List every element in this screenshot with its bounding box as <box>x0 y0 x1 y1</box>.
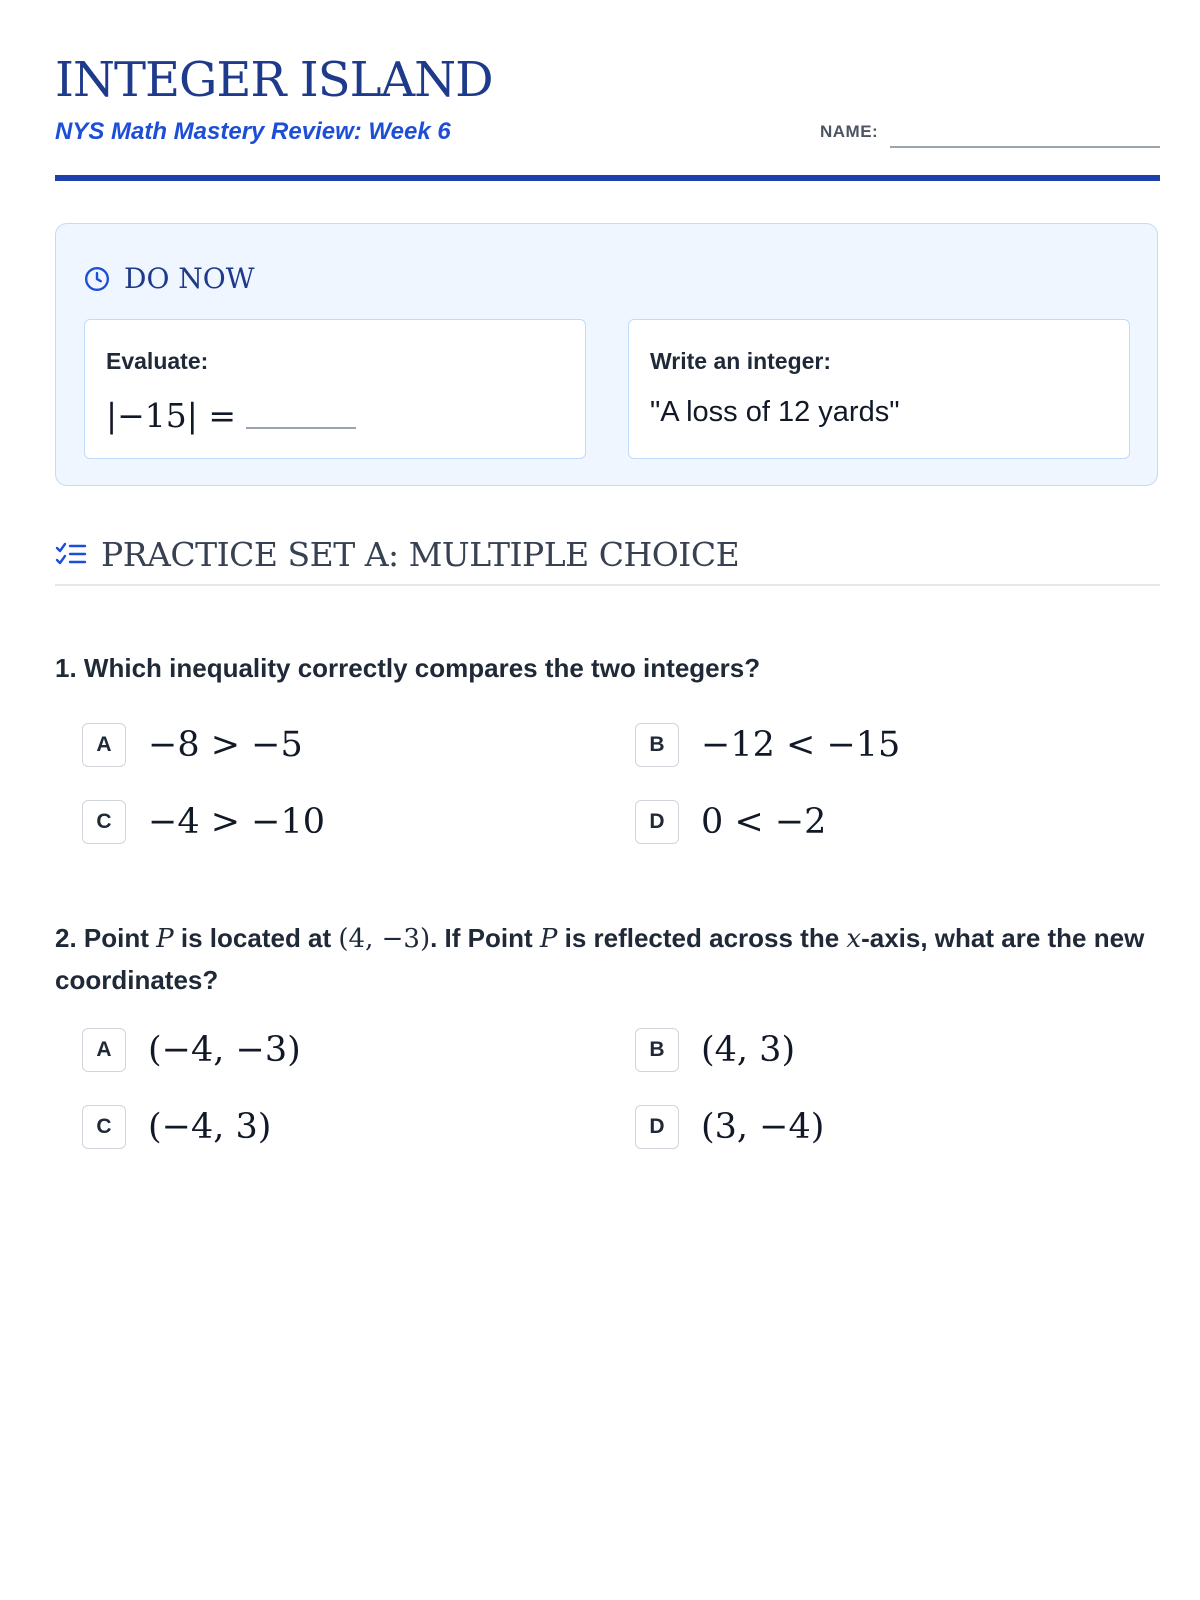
clock-icon <box>84 266 110 292</box>
choice-1a[interactable] <box>82 723 303 767</box>
page-subtitle: NYS Math Mastery Review: Week 6 <box>55 118 451 145</box>
math-variable: P <box>539 924 558 954</box>
name-label: NAME: <box>820 122 879 141</box>
absolute-value-expression <box>106 396 356 435</box>
choice-letter[interactable]: C <box>82 1105 126 1149</box>
page-title: INTEGER ISLAND <box>55 52 493 108</box>
question-text-part: Point <box>83 923 149 953</box>
do-now-title: DO NOW <box>124 262 255 295</box>
math-variable: P <box>156 924 174 954</box>
question-text-part: is located at <box>180 923 332 953</box>
question-text-part: -axis, what are the new coordinates? <box>55 923 1145 995</box>
card-label: Evaluate: <box>106 348 209 374</box>
question-1 <box>55 648 1160 689</box>
choice-math: −8 > −5 <box>148 725 303 765</box>
practice-set-header <box>55 535 739 574</box>
question-2 <box>55 918 1160 1001</box>
choice-1d[interactable] <box>635 800 826 844</box>
choice-math: (4, 3) <box>701 1030 796 1070</box>
expression-text: |−15| = <box>106 396 237 435</box>
choice-math: −12 < −15 <box>701 725 901 765</box>
choice-2c[interactable] <box>82 1105 271 1149</box>
do-now-card-evaluate <box>84 319 586 459</box>
question-number: 2. <box>55 923 77 953</box>
practice-set-title: PRACTICE SET A: MULTIPLE CHOICE <box>101 535 740 574</box>
choice-letter[interactable]: B <box>635 1028 679 1072</box>
choice-math: 0 < −2 <box>701 802 827 842</box>
do-now-header <box>84 262 255 295</box>
card-prompt-text: "A loss of 12 yards" <box>650 396 900 428</box>
checklist-icon <box>55 541 87 569</box>
question-number: 1. <box>55 653 77 683</box>
math-variable: x <box>846 924 862 954</box>
choice-1b[interactable] <box>635 723 900 767</box>
choice-letter[interactable]: D <box>635 800 679 844</box>
question-text: Which inequality correctly compares the two integers? <box>83 653 761 683</box>
choice-math: (3, −4) <box>701 1107 825 1147</box>
choice-2a[interactable] <box>82 1028 301 1072</box>
choice-2b[interactable] <box>635 1028 795 1072</box>
card-label: Write an integer: <box>650 348 832 374</box>
choice-letter[interactable]: C <box>82 800 126 844</box>
answer-blank[interactable] <box>246 427 356 429</box>
question-text-part: . If Point <box>430 923 533 953</box>
choice-2d[interactable] <box>635 1105 824 1149</box>
name-field[interactable] <box>890 146 1160 148</box>
section-divider <box>55 584 1160 586</box>
choice-letter[interactable]: A <box>82 1028 126 1072</box>
choice-math: −4 > −10 <box>148 802 326 842</box>
do-now-card-write-integer <box>628 319 1130 459</box>
choice-math: (−4, −3) <box>148 1030 301 1070</box>
math-coordinate: (4, −3) <box>338 924 431 954</box>
choice-letter[interactable]: B <box>635 723 679 767</box>
choice-math: (−4, 3) <box>148 1107 272 1147</box>
choice-letter[interactable]: D <box>635 1105 679 1149</box>
question-text-part: is reflected across the <box>564 923 840 953</box>
choice-letter[interactable]: A <box>82 723 126 767</box>
header-divider <box>55 175 1160 181</box>
choice-1c[interactable] <box>82 800 325 844</box>
do-now-panel <box>55 223 1158 486</box>
